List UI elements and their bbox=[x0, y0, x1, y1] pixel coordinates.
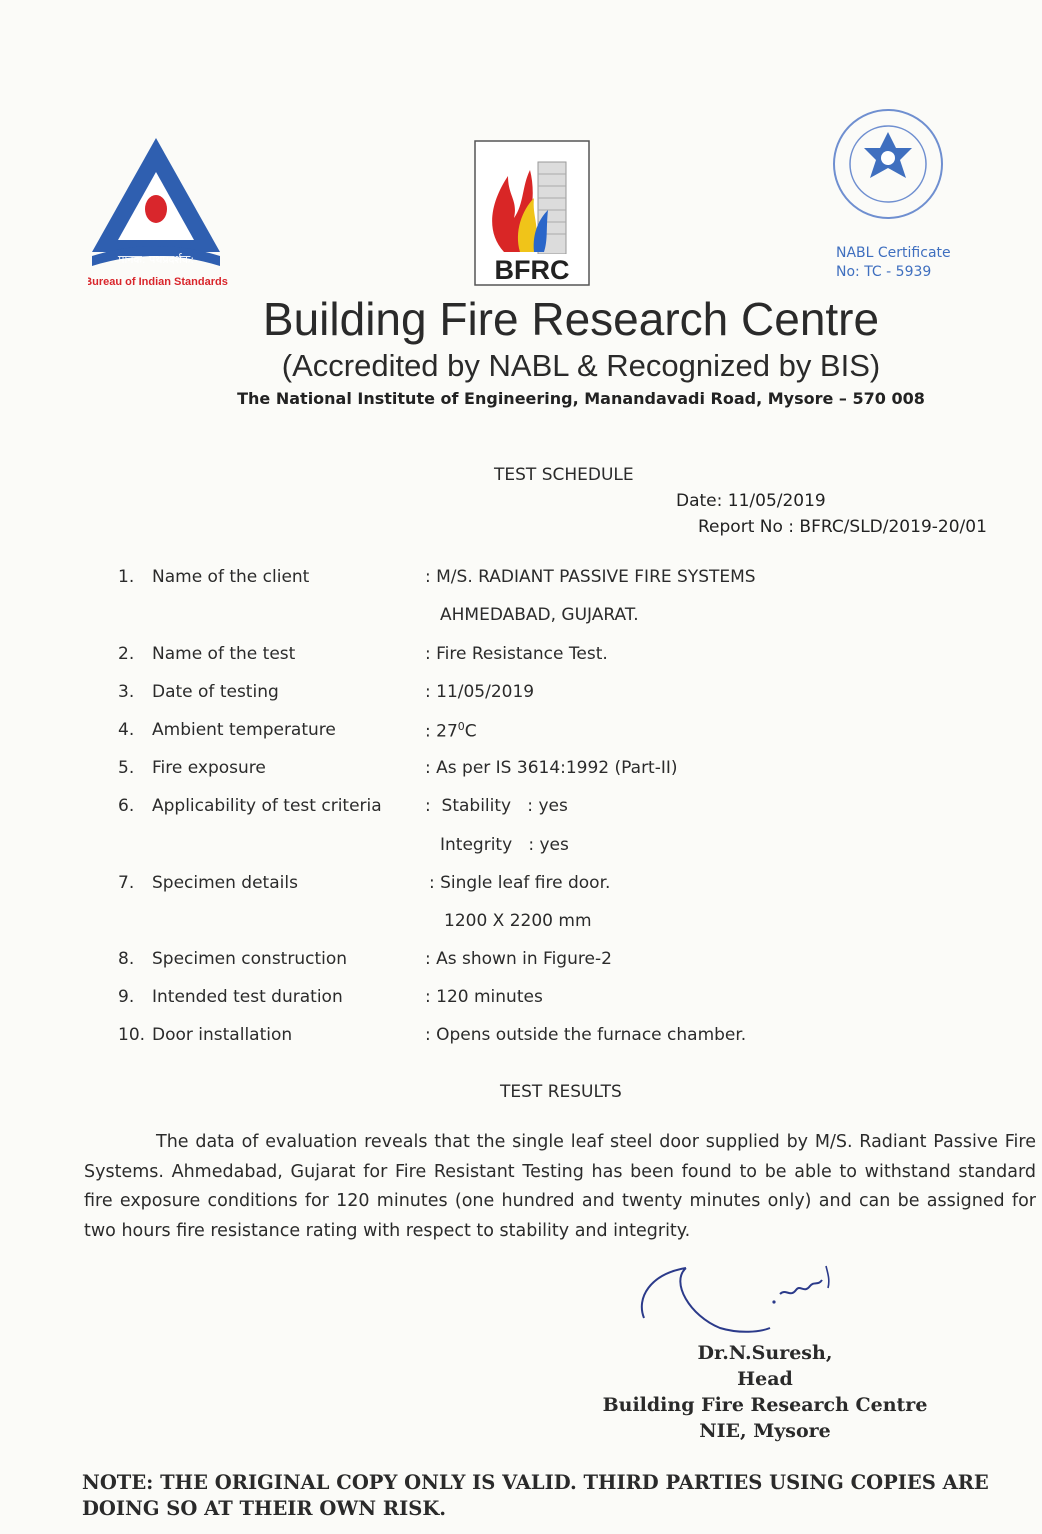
row-label: Specimen construction bbox=[152, 949, 348, 969]
row-number: 4. bbox=[118, 720, 135, 740]
temperature-value: : 27 bbox=[425, 721, 458, 742]
signatory-block bbox=[600, 1340, 930, 1444]
row-label: Name of the test bbox=[152, 644, 296, 664]
page-title: Building Fire Research Centre bbox=[262, 293, 880, 345]
row-value: : As shown in Figure-2 bbox=[425, 949, 612, 969]
row-value: : Stability : yes bbox=[425, 796, 568, 816]
row-value: : Single leaf fire door. bbox=[429, 873, 611, 893]
signatory-place: NIE, Mysore bbox=[699, 1420, 831, 1442]
row-label: Date of testing bbox=[152, 682, 279, 702]
handwritten-signature bbox=[630, 1258, 850, 1338]
row-value bbox=[425, 720, 477, 742]
temperature-unit: C bbox=[464, 721, 477, 742]
row-number: 1. bbox=[118, 567, 135, 587]
svg-text:Bureau of Indian Standards: Bureau of Indian Standards bbox=[88, 276, 228, 288]
nabl-line-2: No: TC - 5939 bbox=[836, 264, 932, 280]
report-date: Date: 11/05/2019 bbox=[676, 491, 826, 511]
report-number: Report No : BFRC/SLD/2019-20/01 bbox=[698, 517, 987, 537]
degree-superscript: 0 bbox=[457, 720, 465, 733]
svg-text:BFRC: BFRC bbox=[494, 255, 570, 285]
row-label: Intended test duration bbox=[152, 987, 343, 1007]
accreditation-subtitle: (Accredited by NABL & Recognized by BIS) bbox=[281, 348, 881, 383]
row-number: 8. bbox=[118, 949, 135, 969]
row-value: : Opens outside the furnace chamber. bbox=[425, 1025, 747, 1045]
row-label: Applicability of test criteria bbox=[152, 796, 382, 816]
row-value: : 120 minutes bbox=[425, 987, 543, 1007]
row-label: Door installation bbox=[152, 1025, 293, 1045]
nabl-certificate-number bbox=[836, 244, 951, 282]
row-number: 5. bbox=[118, 758, 135, 778]
institute-address: The National Institute of Engineering, Manandavadi Road, Mysore – 570 008 bbox=[237, 389, 925, 408]
row-value: : As per IS 3614:1992 (Part-II) bbox=[425, 758, 678, 778]
test-schedule-heading: TEST SCHEDULE bbox=[494, 465, 634, 485]
nabl-line-1: NABL Certificate bbox=[836, 245, 951, 261]
row-number: 3. bbox=[118, 682, 135, 702]
row-value: : Fire Resistance Test. bbox=[425, 644, 608, 664]
signatory-title: Head bbox=[737, 1368, 793, 1390]
row-value-2: 1200 X 2200 mm bbox=[444, 911, 592, 931]
row-number: 9. bbox=[118, 987, 135, 1007]
row-value-2: AHMEDABAD, GUJARAT. bbox=[440, 605, 639, 625]
signatory-organization: Building Fire Research Centre bbox=[602, 1394, 928, 1416]
signatory-name: Dr.N.Suresh, bbox=[697, 1342, 833, 1364]
nabl-seal bbox=[818, 108, 958, 220]
row-label: Specimen details bbox=[152, 873, 298, 893]
validity-note: NOTE: THE ORIGINAL COPY ONLY IS VALID. THIRD PARTIES USING COPIES ARE DOING SO AT THEIR OWN RISK. bbox=[82, 1471, 989, 1520]
row-value: : M/S. RADIANT PASSIVE FIRE SYSTEMS bbox=[425, 567, 756, 587]
row-label: Name of the client bbox=[152, 567, 310, 587]
row-label: Ambient temperature bbox=[152, 720, 336, 740]
row-number: 10. bbox=[118, 1025, 146, 1045]
row-value: : 11/05/2019 bbox=[425, 682, 535, 702]
row-number: 7. bbox=[118, 873, 135, 893]
bfrc-logo bbox=[474, 140, 590, 286]
svg-text:मानक: पथप्रदर्शक:: मानक: पथप्रदर्शक: bbox=[117, 253, 195, 266]
row-label: Fire exposure bbox=[152, 758, 266, 778]
row-number: 6. bbox=[118, 796, 135, 816]
row-number: 2. bbox=[118, 644, 135, 664]
row-value-2: Integrity : yes bbox=[440, 835, 569, 855]
results-paragraph: The data of evaluation reveals that the single leaf steel door supplied by M/S. Radiant Passive Fire Systems. Ahmedabad, Gujarat for Fire Resistant Testing has been found to be able to withstand standard fire exposure conditions for 120 minutes (one hundred and twenty minutes only) and can be assigned for two hours fire resistance rating with respect to stability and integrity. bbox=[84, 1132, 1036, 1241]
bis-logo bbox=[88, 132, 228, 292]
test-results-heading: TEST RESULTS bbox=[500, 1082, 622, 1102]
